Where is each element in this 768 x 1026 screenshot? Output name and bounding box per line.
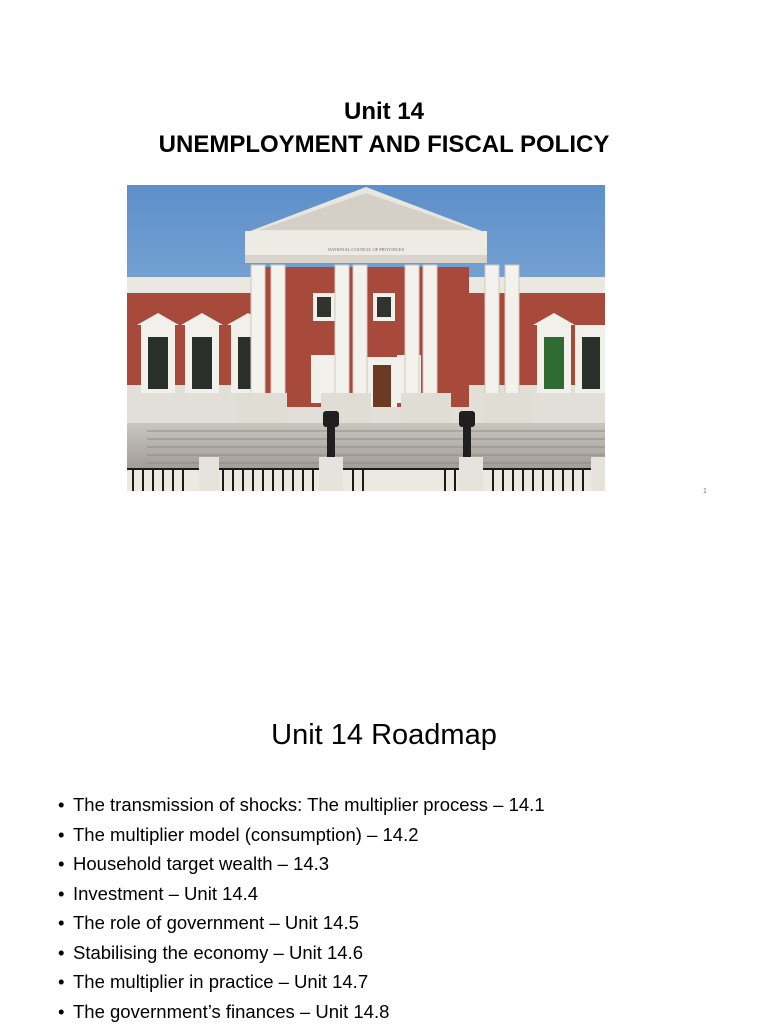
slide-title-line1: Unit 14 — [0, 98, 768, 126]
page-number: 1 — [703, 488, 707, 495]
list-item: • The multiplier model (consumption) – 14.2 — [58, 820, 545, 850]
list-item: • The transmission of shocks: The multiplier process – 14.1 — [58, 790, 545, 820]
list-item: • The multiplier in practice – Unit 14.7 — [58, 967, 545, 997]
roadmap-list — [58, 790, 545, 1026]
list-item: • Stabilising the economy – Unit 14.6 — [58, 938, 545, 968]
list-item: • The government’s finances – Unit 14.8 — [58, 997, 545, 1026]
building-inscription: NATIONAL COUNCIL OF PROVINCES — [328, 247, 405, 252]
list-item: • Investment – Unit 14.4 — [58, 879, 545, 909]
slide-title-line2: UNEMPLOYMENT AND FISCAL POLICY — [0, 131, 768, 159]
parliament-building-photo — [127, 185, 605, 491]
list-item: • The role of government – Unit 14.5 — [58, 908, 545, 938]
slide-1 — [0, 0, 768, 512]
slide-2 — [0, 512, 768, 1024]
roadmap-title: Unit 14 Roadmap — [0, 719, 768, 752]
list-item: • Household target wealth – 14.3 — [58, 849, 545, 879]
